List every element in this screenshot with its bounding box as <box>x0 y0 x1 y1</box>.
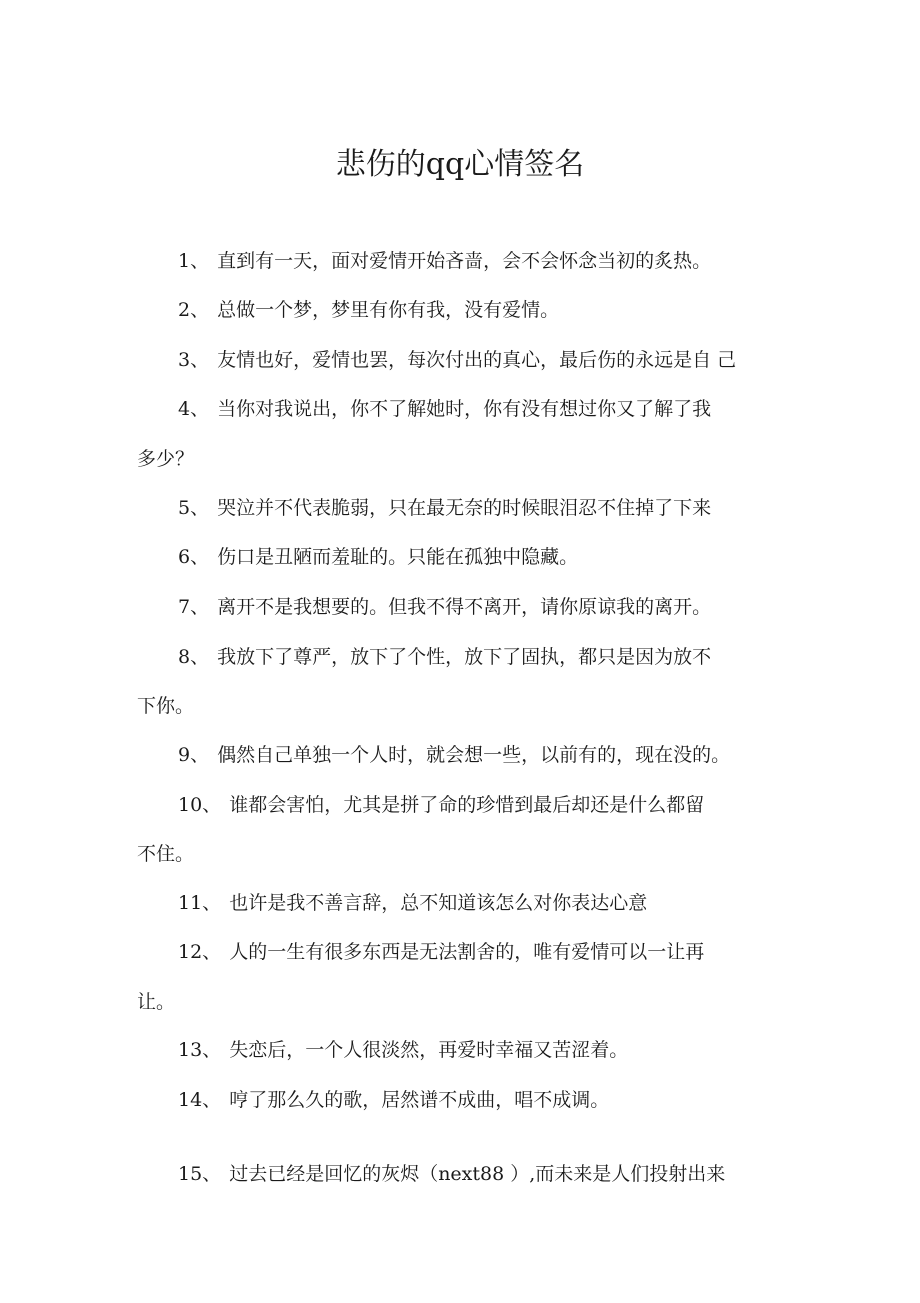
item-number: 7、 <box>178 596 210 618</box>
item-number: 3、 <box>178 349 210 371</box>
item-number: 5、 <box>178 497 210 519</box>
list-item-continuation <box>137 445 194 473</box>
list-item <box>178 741 730 769</box>
list-item <box>178 1086 609 1114</box>
item-number: 8、 <box>178 646 210 668</box>
list-item <box>178 791 704 819</box>
item-text: 总做一个梦，梦里有你有我，没有爱情。 <box>217 299 560 321</box>
list-item <box>178 543 578 571</box>
item-number: 14、 <box>178 1089 222 1111</box>
item-text: 离开不是我想要的。但我不得不离开，请你原谅我的离开。 <box>217 596 712 618</box>
item-number: 6、 <box>178 546 210 568</box>
item-number: 10、 <box>178 794 222 816</box>
item-text: 失恋后，一个人很淡然，再爱时幸福又苦涩着。 <box>229 1039 629 1061</box>
list-item <box>178 938 704 966</box>
item-text: 让。 <box>137 991 176 1013</box>
item-text: 伤口是丑陋而羞耻的。只能在孤独中隐藏。 <box>217 546 579 568</box>
list-item <box>178 296 559 324</box>
list-item <box>178 889 647 917</box>
item-number: 15、 <box>178 1163 222 1185</box>
item-text: 人的一生有很多东西是无法割舍的，唯有爱情可以一让再 <box>229 941 705 963</box>
item-number: 2、 <box>178 299 210 321</box>
list-item-continuation <box>137 840 194 868</box>
item-text: 多少？ <box>137 448 195 470</box>
list-item <box>178 494 711 522</box>
item-number: 13、 <box>178 1039 222 1061</box>
item-text: 下你。 <box>137 695 195 717</box>
item-text: 谁都会害怕，尤其是拼了命的珍惜到最后却还是什么都留 <box>229 794 705 816</box>
item-text: 偶然自己单独一个人时，就会想一些，以前有的，现在没的。 <box>217 744 731 766</box>
list-item <box>178 395 711 423</box>
list-item <box>178 593 711 621</box>
list-item <box>178 247 711 275</box>
item-number: 1、 <box>178 250 210 272</box>
item-number: 11、 <box>178 892 222 914</box>
list-item <box>178 1160 725 1188</box>
item-number: 12、 <box>178 941 222 963</box>
item-text: 当你对我说出，你不了解她时，你有没有想过你又了解了我 <box>217 398 712 420</box>
item-number: 9、 <box>178 744 210 766</box>
page-title: 悲伤的qq心情签名 <box>335 147 585 182</box>
item-text: 过去已经是回忆的灰烬（next88 ）,而未来是人们投射出来 <box>229 1163 726 1185</box>
item-text: 不住。 <box>137 843 195 865</box>
item-text: 友情也好，爱情也罢，每次付出的真心，最后伤的永远是自 己 <box>217 349 737 371</box>
list-item-continuation <box>137 988 175 1016</box>
item-text: 我放下了尊严，放下了个性，放下了固执，都只是因为放不 <box>217 646 712 668</box>
item-text: 哭泣并不代表脆弱，只在最无奈的时候眼泪忍不住掉了下来 <box>217 497 712 519</box>
list-item-continuation <box>137 692 194 720</box>
item-text: 哼了那么久的歌，居然谱不成曲，唱不成调。 <box>229 1089 610 1111</box>
list-item <box>178 643 711 671</box>
item-text: 直到有一天，面对爱情开始吝啬，会不会怀念当初的炙热。 <box>217 250 712 272</box>
item-text: 也许是我不善言辞，总不知道该怎么对你表达心意 <box>229 892 648 914</box>
item-number: 4、 <box>178 398 210 420</box>
list-item <box>178 1036 628 1064</box>
list-item <box>178 346 736 374</box>
